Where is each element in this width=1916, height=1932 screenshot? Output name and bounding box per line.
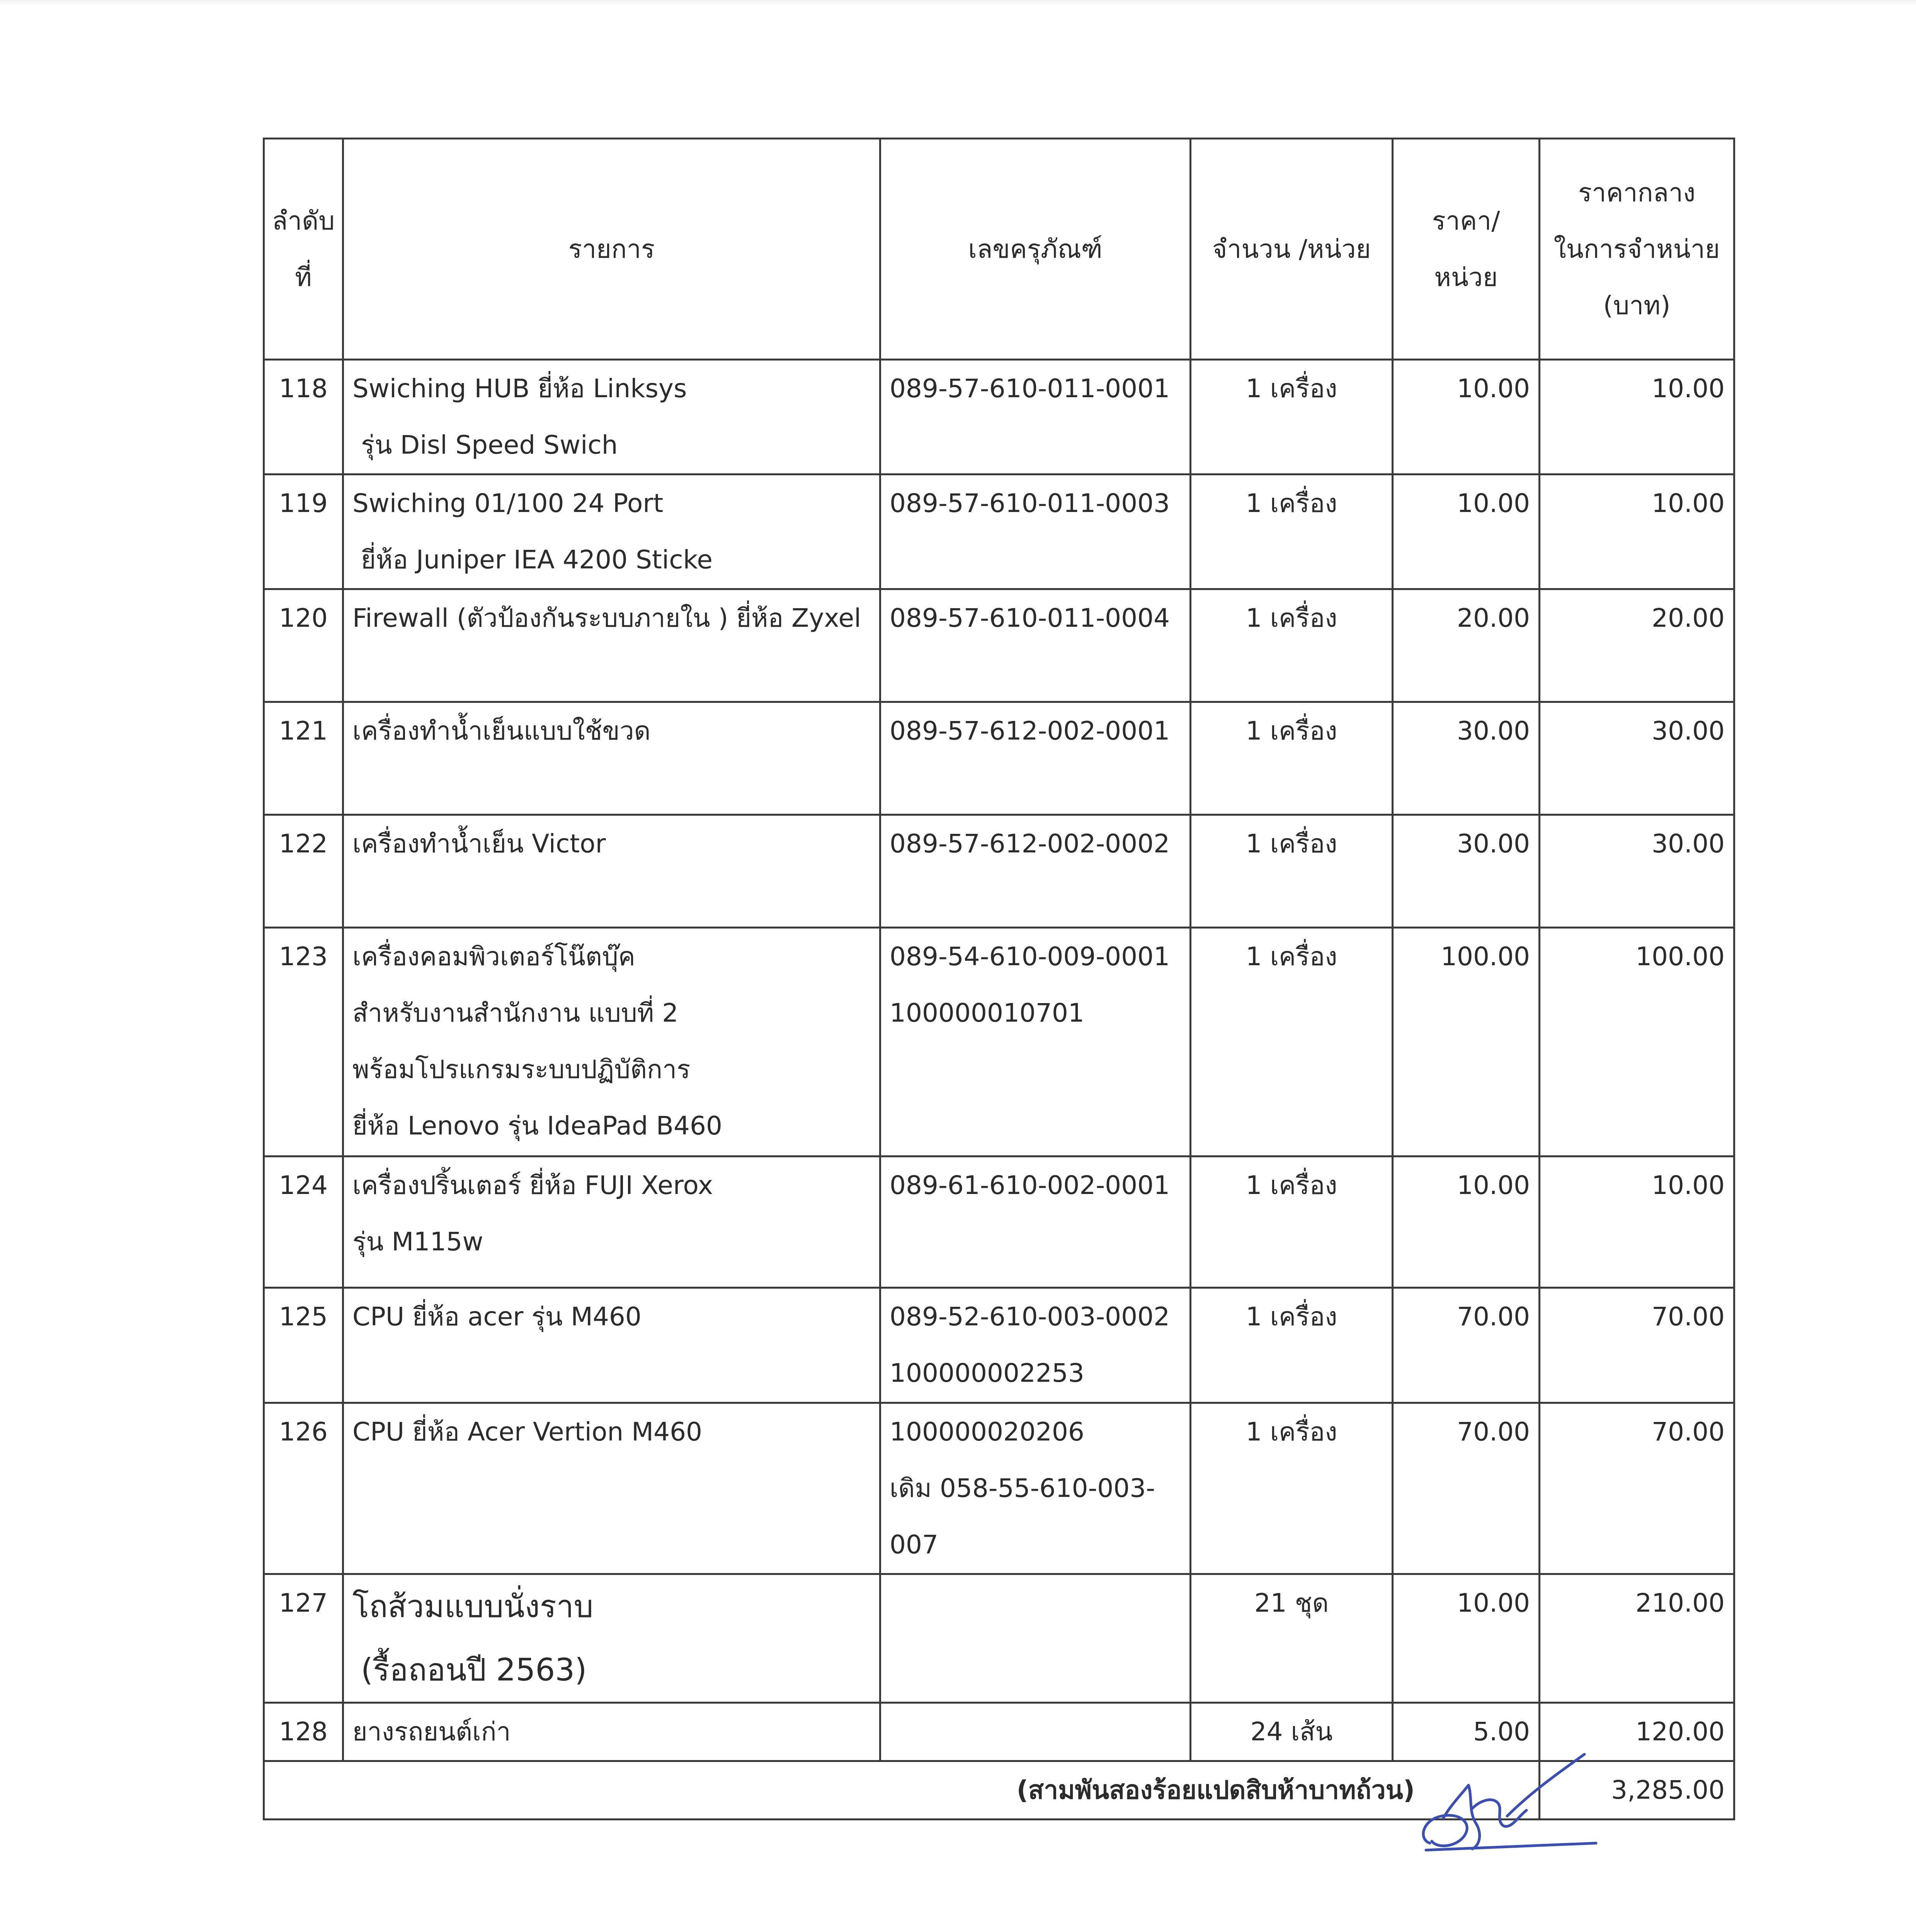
header-no: ลำดับ ที่ xyxy=(264,139,343,360)
row-code xyxy=(880,1703,1191,1761)
table-row xyxy=(264,1574,1734,1703)
row-qty: 1 เครื่อง xyxy=(1191,815,1393,928)
row-total: 20.00 xyxy=(1540,589,1734,702)
row-qty: 1 เครื่อง xyxy=(1191,702,1393,815)
row-item: โถส้วมแบบนั่งราบ (รื้อถอนปี 2563) xyxy=(343,1574,880,1703)
row-price: 30.00 xyxy=(1393,815,1540,928)
row-price: 70.00 xyxy=(1393,1288,1540,1403)
row-price: 30.00 xyxy=(1393,702,1540,815)
row-item: CPU ยี่ห้อ acer รุ่น M460 xyxy=(343,1288,880,1403)
signature xyxy=(1414,1747,1615,1862)
row-price: 5.00 xyxy=(1393,1703,1540,1761)
row-total: 70.00 xyxy=(1540,1288,1734,1403)
row-code xyxy=(880,1574,1191,1703)
table-row xyxy=(264,589,1734,702)
row-no: 121 xyxy=(264,702,343,815)
table-header-row xyxy=(264,139,1734,360)
row-item: เครื่องปริ้นเตอร์ ยี่ห้อ FUJI Xerox รุ่น M115w xyxy=(343,1156,880,1288)
row-qty: 1 เครื่อง xyxy=(1191,589,1393,702)
row-item: เครื่องทำน้ำเย็น Victor xyxy=(343,815,880,928)
row-price: 10.00 xyxy=(1393,474,1540,589)
row-item: CPU ยี่ห้อ Acer Vertion M460 xyxy=(343,1403,880,1574)
grand-total: 3,285.00 xyxy=(1540,1761,1734,1820)
header-total: ราคากลาง ในการจำหน่าย (บาท) xyxy=(1540,139,1734,360)
table-row xyxy=(264,360,1734,474)
row-price: 10.00 xyxy=(1393,1156,1540,1288)
row-no: 127 xyxy=(264,1574,343,1703)
row-no: 120 xyxy=(264,589,343,702)
table-row xyxy=(264,928,1734,1156)
row-no: 122 xyxy=(264,815,343,928)
table-row xyxy=(264,815,1734,928)
row-no: 123 xyxy=(264,928,343,1156)
scan-edge xyxy=(0,0,1916,5)
row-total: 10.00 xyxy=(1540,474,1734,589)
row-item: Firewall (ตัวป้องกันระบบภายใน ) ยี่ห้อ Zyxel xyxy=(343,589,880,702)
row-no: 125 xyxy=(264,1288,343,1403)
header-item: รายการ xyxy=(343,139,880,360)
row-no: 124 xyxy=(264,1156,343,1288)
row-qty: 1 เครื่อง xyxy=(1191,360,1393,474)
header-unit-price: ราคา/ หน่วย xyxy=(1393,139,1540,360)
row-code: 089-57-610-011-0001 xyxy=(880,360,1191,474)
asset-disposal-table xyxy=(263,138,1735,1820)
row-no: 128 xyxy=(264,1703,343,1761)
header-qty: จำนวน /หน่วย xyxy=(1191,139,1393,360)
row-total: 10.00 xyxy=(1540,1156,1734,1288)
row-qty: 1 เครื่อง xyxy=(1191,1288,1393,1403)
table-row xyxy=(264,1156,1734,1288)
table-row xyxy=(264,702,1734,815)
row-code: 089-54-610-009-0001 100000010701 xyxy=(880,928,1191,1156)
row-total: 30.00 xyxy=(1540,702,1734,815)
table-row xyxy=(264,1403,1734,1574)
row-total: 210.00 xyxy=(1540,1574,1734,1703)
row-code: 089-57-610-011-0004 xyxy=(880,589,1191,702)
row-total: 10.00 xyxy=(1540,360,1734,474)
row-qty: 24 เส้น xyxy=(1191,1703,1393,1761)
row-qty: 1 เครื่อง xyxy=(1191,474,1393,589)
row-code: 089-57-612-002-0001 xyxy=(880,702,1191,815)
row-code: 089-61-610-002-0001 xyxy=(880,1156,1191,1288)
row-price: 20.00 xyxy=(1393,589,1540,702)
row-total: 100.00 xyxy=(1540,928,1734,1156)
row-item: เครื่องคอมพิวเตอร์โน๊ตบุ๊ค สำหรับงานสำนักงาน แบบที่ 2 พร้อมโปรแกรมระบบปฏิบัติการ ยี่ห้อ Lenovo รุ่น IdeaPad B460 xyxy=(343,928,880,1156)
row-no: 119 xyxy=(264,474,343,589)
row-qty: 1 เครื่อง xyxy=(1191,1403,1393,1574)
row-qty: 1 เครื่อง xyxy=(1191,928,1393,1156)
row-code: 089-52-610-003-0002 100000002253 xyxy=(880,1288,1191,1403)
row-item: Swiching 01/100 24 Port ยี่ห้อ Juniper IEA 4200 Sticke xyxy=(343,474,880,589)
row-price: 100.00 xyxy=(1393,928,1540,1156)
total-in-words: (สามพันสองร้อยแปดสิบห้าบาทถ้วน) xyxy=(264,1761,1540,1820)
row-item: ยางรถยนต์เก่า xyxy=(343,1703,880,1761)
row-no: 126 xyxy=(264,1403,343,1574)
row-item: Swiching HUB ยี่ห้อ Linksys รุ่น Disl Speed Swich xyxy=(343,360,880,474)
row-total: 30.00 xyxy=(1540,815,1734,928)
row-qty: 1 เครื่อง xyxy=(1191,1156,1393,1288)
row-qty: 21 ชุด xyxy=(1191,1574,1393,1703)
row-no: 118 xyxy=(264,360,343,474)
row-total: 70.00 xyxy=(1540,1403,1734,1574)
row-price: 70.00 xyxy=(1393,1403,1540,1574)
row-total: 120.00 xyxy=(1540,1703,1734,1761)
row-code: 100000020206 เดิม 058-55-610-003-007 xyxy=(880,1403,1191,1574)
row-code: 089-57-610-011-0003 xyxy=(880,474,1191,589)
table-row xyxy=(264,474,1734,589)
header-code: เลขครุภัณฑ์ xyxy=(880,139,1191,360)
row-code: 089-57-612-002-0002 xyxy=(880,815,1191,928)
row-item: เครื่องทำน้ำเย็นแบบใช้ขวด xyxy=(343,702,880,815)
table-row xyxy=(264,1288,1734,1403)
row-price: 10.00 xyxy=(1393,1574,1540,1703)
row-price: 10.00 xyxy=(1393,360,1540,474)
